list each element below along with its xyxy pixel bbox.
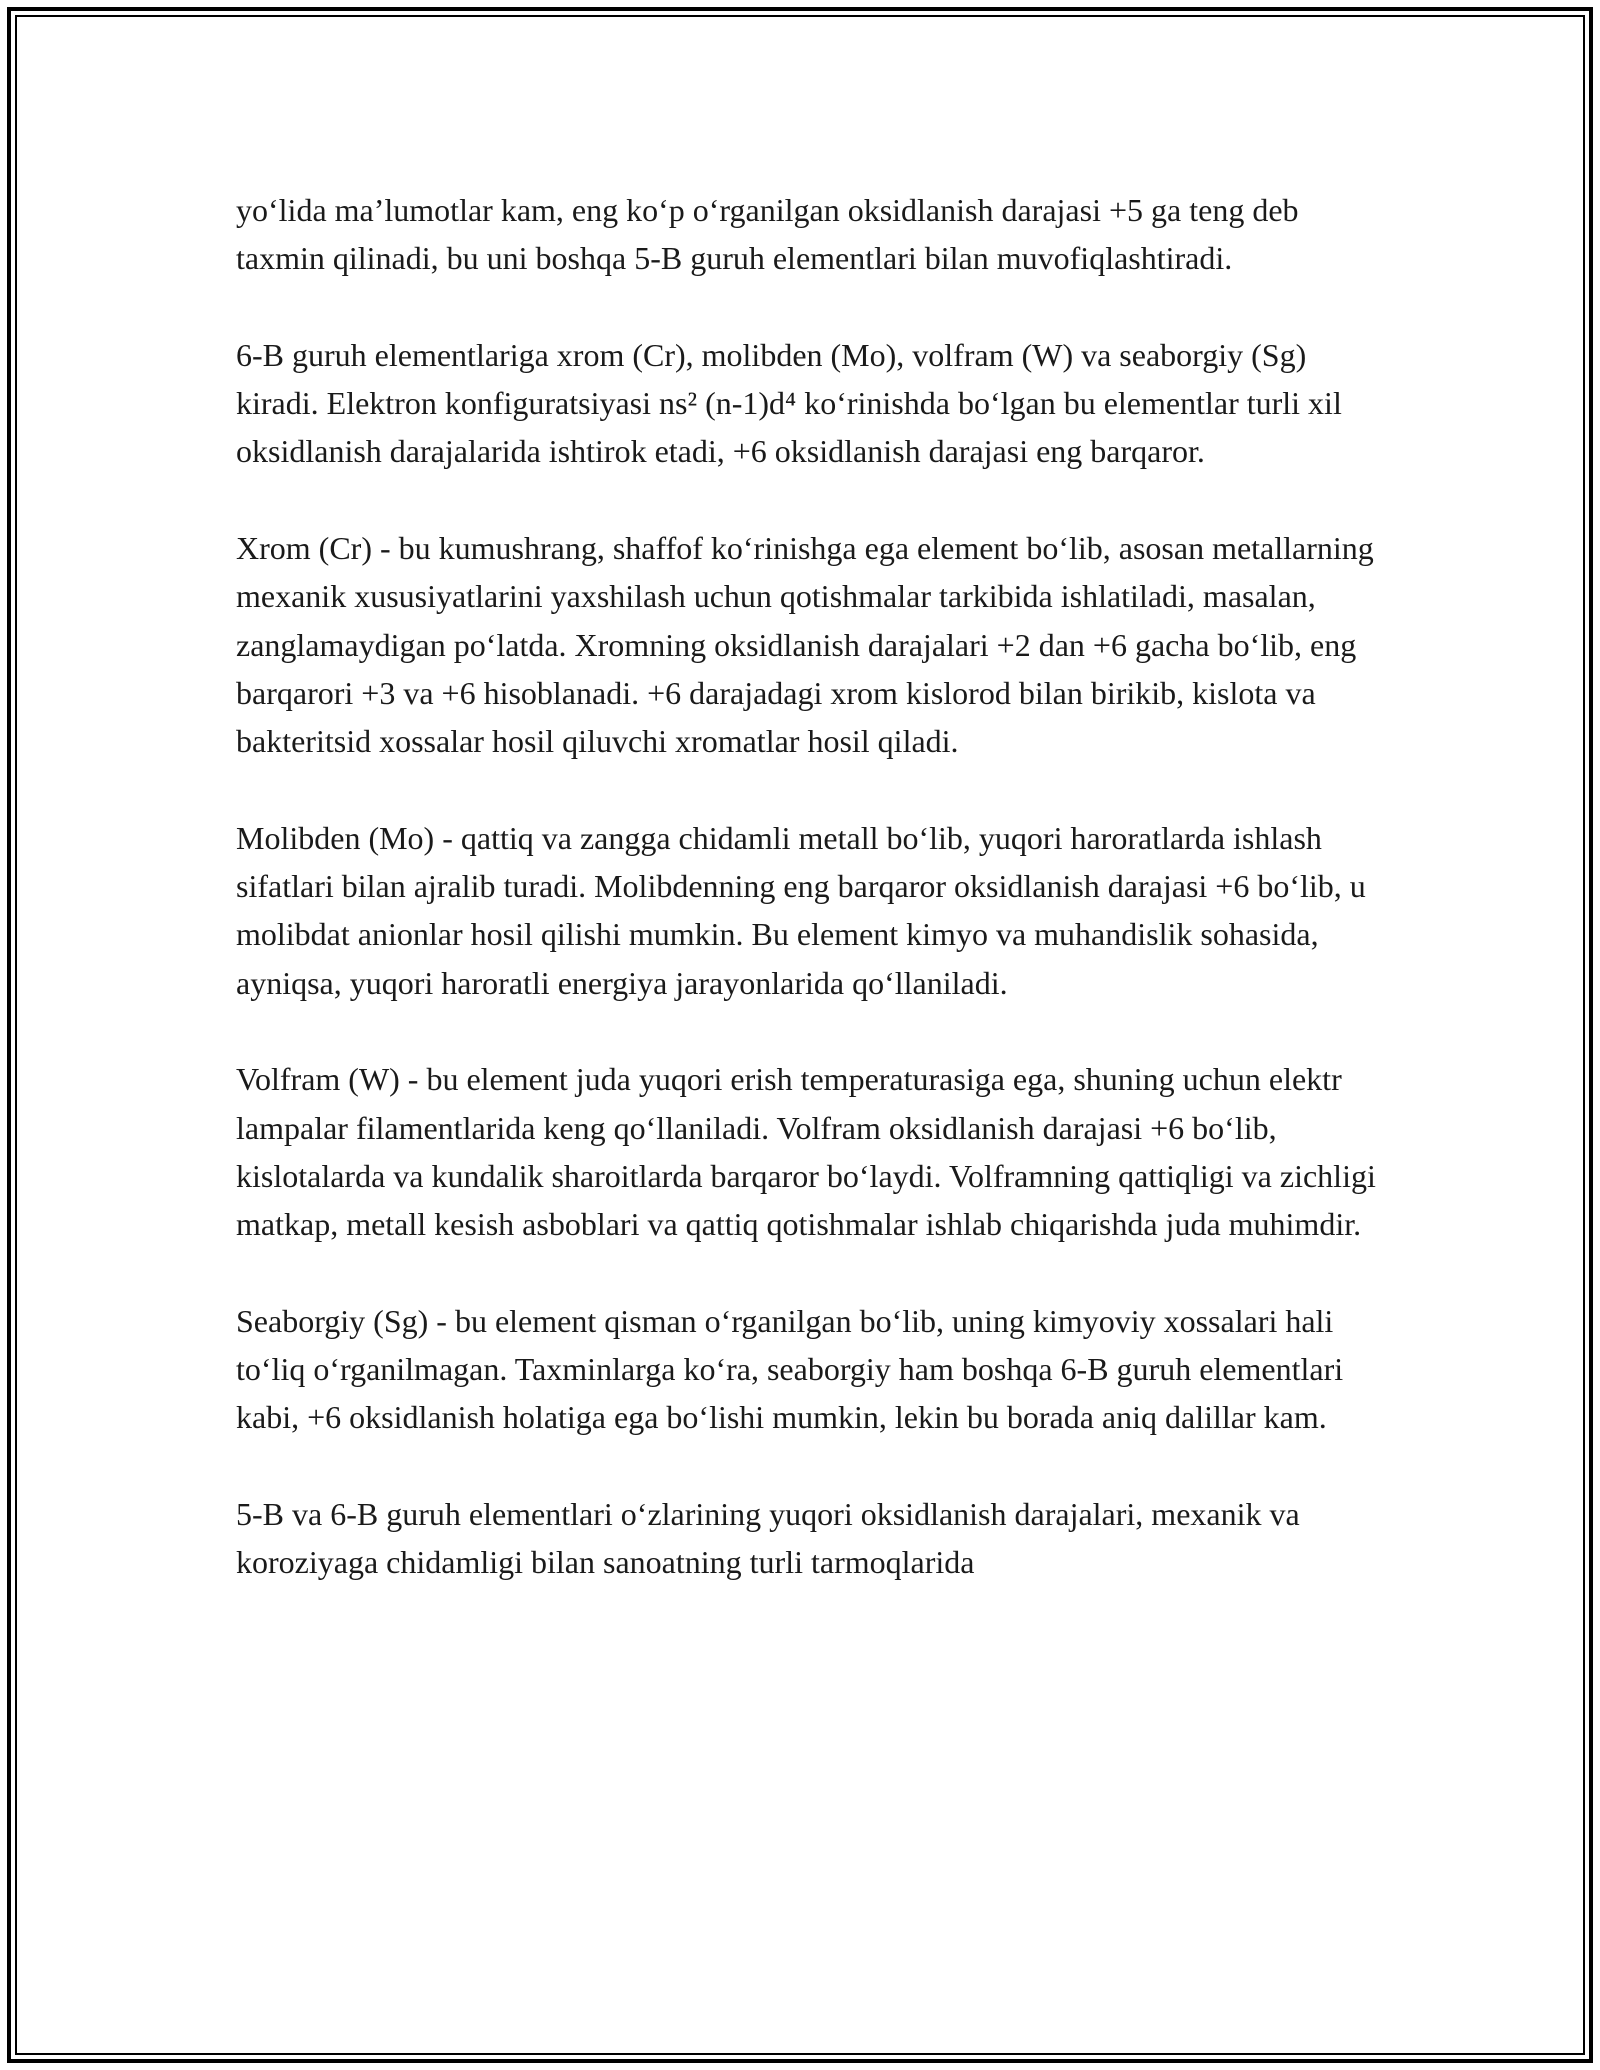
document-body [236, 186, 1386, 1587]
paragraph-conclusion: 5-B va 6-B guruh elementlari o‘zlarining yuqori oksidlanish darajalari, mexanik va koroziyaga chidamligi bilan sanoatning turli tarmoqlarida [236, 1496, 1300, 1581]
paragraph-continuation: yo‘lida ma’lumotlar kam, eng ko‘p o‘rganilgan oksidlanish darajasi +5 ga teng deb taxmin qilinadi, bu uni boshqa 5-B guruh elementlari bilan muvofiqlashtiradi. [236, 192, 1299, 277]
paragraph-seaborgium: Seaborgiy (Sg) - bu element qisman o‘rganilgan bo‘lib, uning kimyoviy xossalari hali to‘liq o‘rganilmagan. Taxminlarga ko‘ra, seaborgiy ham boshqa 6-B guruh elementlari kabi, +6 oksidlanish holatiga ega bo‘lishi mumkin, lekin bu borada aniq dalillar kam. [236, 1302, 1344, 1436]
paragraph-tungsten: Volfram (W) - bu element juda yuqori erish temperaturasiga ega, shuning uchun elektr lampalar filamentlarida keng qo‘llaniladi. Volfram oksidlanish darajasi +6 bo‘lib, kislotalarda va kundalik sharoitlarda barqaror bo‘laydi. Volframning qattiqligi va zichligi matkap, metall kesish asboblari va qattiq qotishmalar ishlab chiqarishda juda muhimdir. [236, 1061, 1376, 1243]
paragraph-molybdenum: Molibden (Mo) - qattiq va zangga chidamli metall bo‘lib, yuqori haroratlarda ishlash sifatlari bilan ajralib turadi. Molibdenning eng barqaror oksidlanish darajasi +6 bo‘lib, u molibdat anionlar hosil qilishi mumkin. Bu element kimyo va muhandislik sohasida, ayniqsa, yuqori haroratli energiya jarayonlarida qo‘llaniladi. [236, 819, 1366, 1001]
paragraph-group-6b-intro: 6-B guruh elementlariga xrom (Cr), molibden (Mo), volfram (W) va seaborgiy (Sg) kiradi. Elektron konfiguratsiyasi ns² (n-1)d⁴ ko‘rinishda bo‘lgan bu elementlar turli xil oksidlanish darajalarida ishtirok etadi, +6 oksidlanish darajasi eng barqaror. [236, 336, 1342, 470]
paragraph-chromium: Xrom (Cr) - bu kumushrang, shaffof ko‘rinishga ega element bo‘lib, asosan metallarning mexanik xususiyatlarini yaxshilash uchun qotishmalar tarkibida ishlatiladi, masalan, zanglamaydigan po‘latda. Xromning oksidlanish darajalari +2 dan +6 gacha bo‘lib, eng barqarori +3 va +6 hisoblanadi. +6 darajadagi xrom kislorod bilan birikib, kislota va bakteritsid xossalar hosil qiluvchi xromatlar hosil qiladi. [236, 530, 1374, 760]
